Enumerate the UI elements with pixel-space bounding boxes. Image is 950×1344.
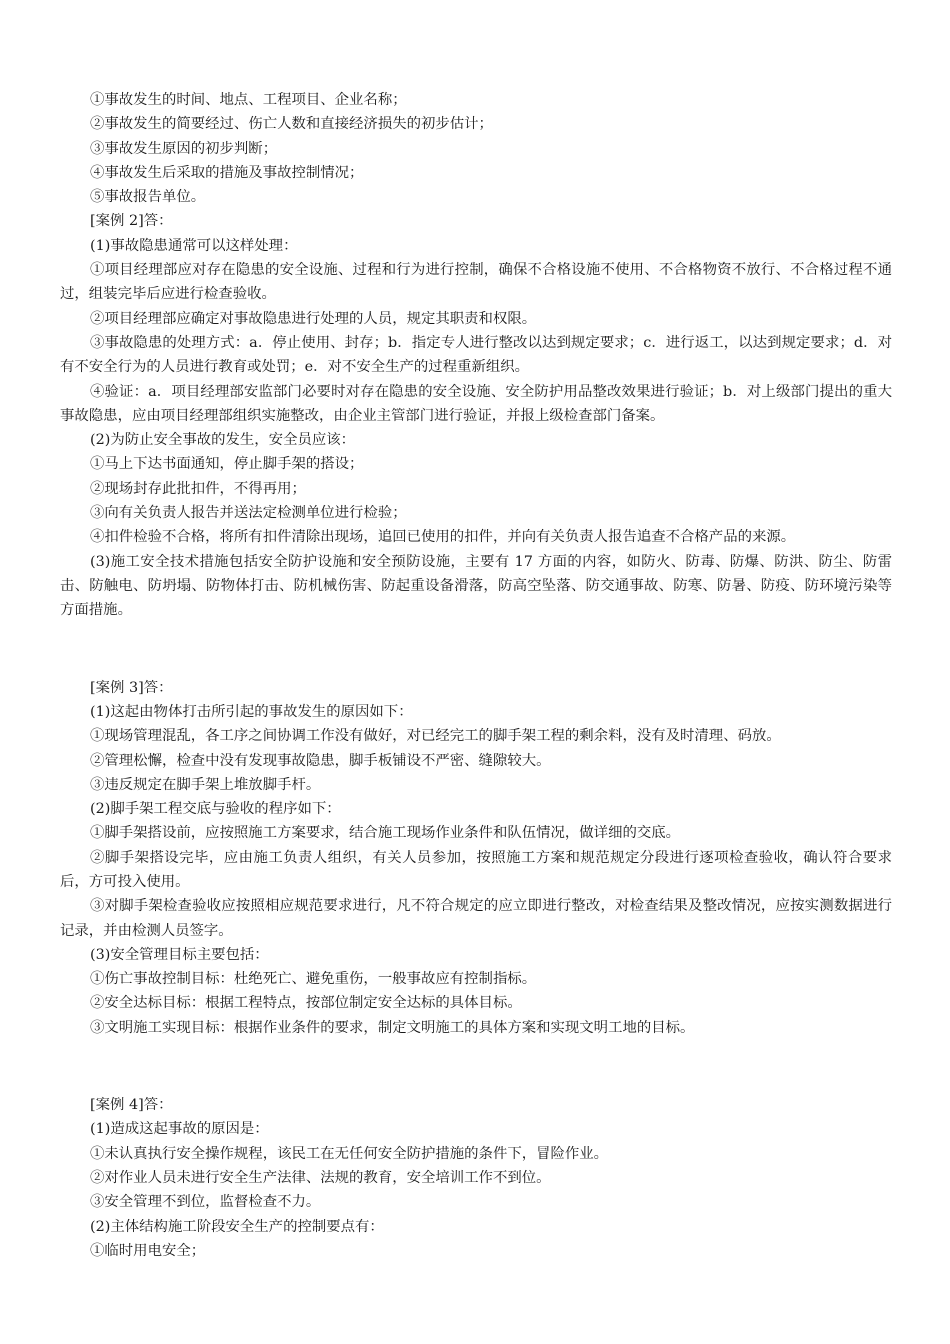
paragraph: ②脚手架搭设完毕，应由施工负责人组织，有关人员参加，按照施工方案和规范规定分段进行逐项检查验收，确认符合要求后，方可投入使用。 bbox=[60, 849, 892, 890]
paragraph: (2)为防止安全事故的发生，安全员应该： bbox=[90, 432, 356, 449]
paragraph: ④验证：a．项目经理部安监部门必要时对存在隐患的安全设施、安全防护用品整改效果进行验证；b．对上级部门提出的重大事故隐患，应由项目经理部组织实施整改，由企业主管部门进行验证，并报上级检查部门备案。 bbox=[60, 383, 892, 424]
document-body bbox=[60, 88, 892, 1263]
paragraph: (2)主体结构施工阶段安全生产的控制要点有： bbox=[90, 1218, 384, 1235]
paragraph: ③事故发生原因的初步判断； bbox=[90, 140, 278, 157]
paragraph: ⑤事故报告单位。 bbox=[90, 189, 206, 206]
paragraph: (2)脚手架工程交底与验收的程序如下： bbox=[90, 801, 341, 818]
paragraph: ②对作业人员未进行安全生产法律、法规的教育，安全培训工作不到位。 bbox=[90, 1170, 551, 1187]
paragraph: ①项目经理部应对存在隐患的安全设施、过程和行为进行控制，确保不合格设施不使用、不合格物资不放行、不合格过程不通过，组装完毕后应进行检查验收。 bbox=[60, 262, 892, 303]
paragraph: ③文明施工实现目标：根据作业条件的要求，制定文明施工的具体方案和实现文明工地的目标。 bbox=[90, 1019, 695, 1036]
paragraph: ④事故发生后采取的措施及事故控制情况； bbox=[90, 164, 364, 181]
paragraph: ①脚手架搭设前，应按照施工方案要求，结合施工现场作业条件和队伍情况，做详细的交底。 bbox=[90, 825, 681, 842]
paragraph: ②事故发生的简要经过、伤亡人数和直接经济损失的初步估计； bbox=[90, 116, 493, 133]
paragraph: ②管理松懈，检查中没有发现事故隐患，脚手板铺设不严密、缝隙较大。 bbox=[90, 752, 551, 769]
paragraph: (1)事故隐患通常可以这样处理： bbox=[90, 237, 298, 254]
paragraph: (3)施工安全技术措施包括安全防护设施和安全预防设施，主要有 17 方面的内容，如防火、防毒、防爆、防洪、防尘、防雷击、防触电、防坍塌、防物体打击、防机械伤害、防起重设备滑落，防高空坠落、防交通事故、防寒、防暑、防疫、防环境污染等方面措施。 bbox=[60, 553, 892, 619]
paragraph: [案例 3]答： bbox=[90, 679, 173, 696]
paragraph: ②安全达标目标：根据工程特点，按部位制定安全达标的具体目标。 bbox=[90, 995, 522, 1012]
paragraph: ③安全管理不到位，监督检查不力。 bbox=[90, 1194, 321, 1211]
paragraph: ④扣件检验不合格，将所有扣件清除出现场，追回已使用的扣件，并向有关负责人报告追查不合格产品的来源。 bbox=[90, 529, 796, 546]
paragraph: ③违反规定在脚手架上堆放脚手杆。 bbox=[90, 776, 321, 793]
paragraph: [案例 2]答： bbox=[90, 213, 173, 230]
paragraph: (1)造成这起事故的原因是： bbox=[90, 1121, 269, 1138]
paragraph: [案例 4]答： bbox=[90, 1097, 173, 1114]
paragraph: ③向有关负责人报告并送法定检测单位进行检验； bbox=[90, 505, 407, 522]
paragraph: ②项目经理部应确定对事故隐患进行处理的人员，规定其职责和权限。 bbox=[90, 310, 537, 327]
paragraph: (1)这起由物体打击所引起的事故发生的原因如下： bbox=[90, 703, 413, 720]
paragraph: ①临时用电安全； bbox=[90, 1242, 206, 1259]
paragraph: (3)安全管理目标主要包括： bbox=[90, 946, 269, 963]
paragraph: ①马上下达书面通知，停止脚手架的搭设； bbox=[90, 456, 364, 473]
blank-line bbox=[60, 1054, 892, 1078]
paragraph: ③对脚手架检查验收应按照相应规范要求进行，凡不符合规定的应立即进行整改，对检查结果及整改情况，应按实测数据进行记录，并由检测人员签字。 bbox=[60, 898, 892, 939]
paragraph: ①伤亡事故控制目标：杜绝死亡、避免重伤，一般事故应有控制指标。 bbox=[90, 971, 537, 988]
blank-line bbox=[60, 637, 892, 661]
paragraph: ①未认真执行安全操作规程，该民工在无任何安全防护措施的条件下，冒险作业。 bbox=[90, 1145, 609, 1162]
paragraph: ②现场封存此批扣件，不得再用； bbox=[90, 480, 306, 497]
paragraph: ①事故发生的时间、地点、工程项目、企业名称； bbox=[90, 92, 407, 108]
paragraph: ③事故隐患的处理方式：a．停止使用、封存；b．指定专人进行整改以达到规定要求；c．进行返工，以达到规定要求；d．对有不安全行为的人员进行教育或处罚；e．对不安全生产的过程重新组织。 bbox=[60, 334, 892, 376]
paragraph: ①现场管理混乱，各工序之间协调工作没有做好，对已经完工的脚手架工程的剩余料，没有及时清理、码放。 bbox=[90, 728, 781, 745]
